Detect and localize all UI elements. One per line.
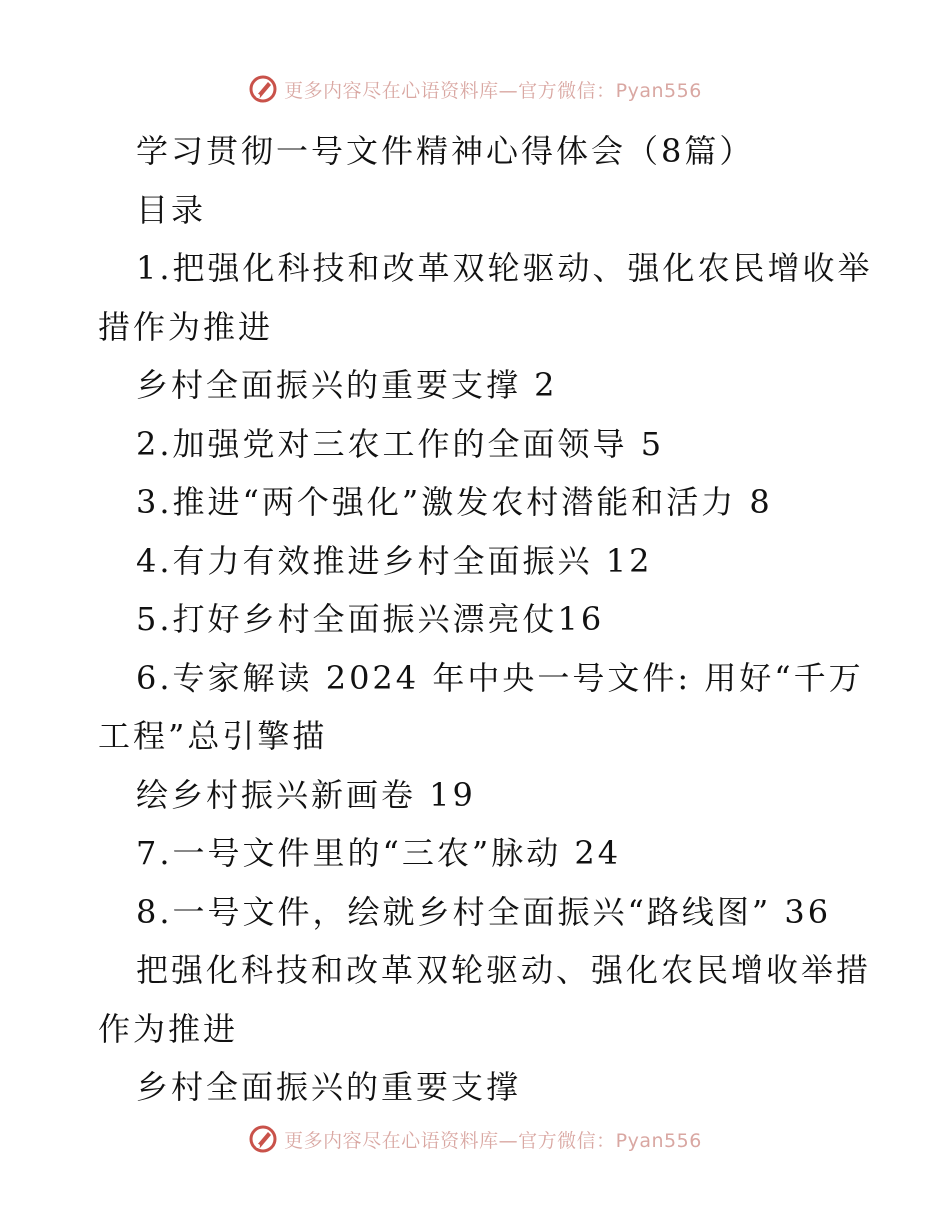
document-body	[98, 122, 873, 1117]
section-title-continuation: 乡村全面振兴的重要支撑	[136, 1068, 522, 1106]
pen-circle-logo-icon	[248, 74, 278, 104]
footer-watermark	[0, 1122, 950, 1156]
toc-item: 6.专家解读 2024 年中央一号文件: 用好“千万	[136, 658, 864, 697]
document-title: 学习贯彻一号文件精神心得体会（8篇）	[136, 132, 755, 170]
toc-item: 4.有力有效推进乡村全面振兴 12	[136, 541, 653, 580]
toc-item: 5.打好乡村全面振兴漂亮仗16	[136, 600, 605, 638]
toc-item: 1.把强化科技和改革双轮驱动、强化农民增收举	[136, 249, 873, 287]
toc-item: 7.一号文件里的“三农”脉动 24	[136, 834, 622, 872]
toc-item-continuation: 措作为推进	[98, 307, 274, 346]
toc-item-continuation: 乡村全面振兴的重要支撑 2	[136, 366, 558, 404]
watermark-text: 更多内容尽在心语资料库—官方微信：Pyan556	[284, 1129, 702, 1152]
toc-item: 8.一号文件，绘就乡村全面振兴“路线图” 36	[136, 892, 832, 931]
toc-item: 3.推进“两个强化”激发农村潜能和活力 8	[136, 483, 773, 521]
watermark-text: 更多内容尽在心语资料库—官方微信：Pyan556	[284, 79, 702, 102]
toc-item: 2.加强党对三农工作的全面领导 5	[136, 424, 665, 463]
pen-circle-logo-icon	[248, 1124, 278, 1154]
toc-heading: 目录	[136, 190, 207, 229]
toc-item-continuation: 绘乡村振兴新画卷 19	[136, 775, 476, 814]
section-title: 把强化科技和改革双轮驱动、强化农民增收举措	[136, 951, 872, 989]
header-watermark	[0, 72, 950, 106]
section-title-continuation: 作为推进	[98, 1009, 239, 1048]
toc-item-continuation: 工程”总引擎描	[98, 717, 328, 755]
